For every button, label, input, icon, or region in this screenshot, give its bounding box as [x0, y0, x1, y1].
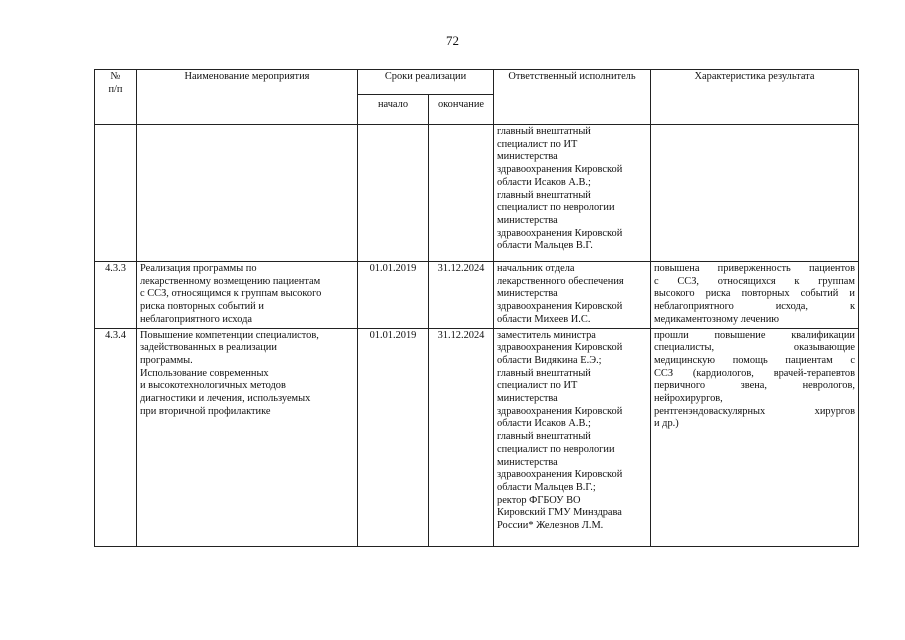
- result-line: повышена приверженность пациентов: [654, 263, 855, 274]
- row-start: [358, 125, 429, 262]
- result-line: неблагоприятного исхода, к: [654, 301, 855, 313]
- result-line: рентгенэндоваскулярных хирургов: [654, 405, 855, 417]
- page-number: 72: [446, 33, 459, 48]
- row-responsible: заместитель министра здравоохранения Кировской области Видякина Е.Э.; главный внештатный специалист по ИТ министерства здравоохранения Кировской области Исаков А.В.; главный внештатный специалист по неврологии министерства здравоохранения Кировской области Мальцев В.Г.; ректор ФГБОУ ВО Кировский ГМУ Минздрава России* Железнов Л.М.: [494, 328, 651, 546]
- header-responsible: Ответственный исполнитель: [494, 70, 651, 125]
- row-start: 01.01.2019: [358, 328, 429, 546]
- table-row: [95, 262, 859, 329]
- measures-table: [94, 69, 859, 547]
- row-end: 31.12.2024: [429, 262, 494, 329]
- row-num: [95, 125, 137, 262]
- header-start: начало: [358, 95, 429, 125]
- result-line: медицинскую помощь пациентам с: [654, 354, 855, 366]
- row-end: 31.12.2024: [429, 328, 494, 546]
- row-result: [651, 262, 859, 329]
- result-line: прошли повышение квалификации: [654, 329, 855, 341]
- row-start: 01.01.2019: [358, 262, 429, 329]
- row-num: 4.3.3: [95, 262, 137, 329]
- table-row: [95, 328, 859, 546]
- header-result: Характеристика результата: [651, 70, 859, 125]
- table-row: [95, 125, 859, 262]
- result-line: специалисты, оказывающие: [654, 342, 855, 354]
- row-responsible: начальник отдела лекарственного обеспечения министерства здравоохранения Кировской области Михеев И.С.: [494, 262, 651, 329]
- header-name: Наименование мероприятия: [137, 70, 358, 125]
- row-name: Реализация программы по лекарственному возмещению пациентам с ССЗ, относящимся к группам высокого риска повторных событий и неблагоприятного исхода: [137, 262, 358, 329]
- result-line: и др.): [654, 418, 679, 430]
- result-line: с ССЗ, относящихся к группам: [654, 275, 855, 287]
- header-num: № п/п: [95, 70, 137, 125]
- result-line: ССЗ (кардиологов, врачей-терапевтов: [654, 367, 855, 379]
- result-line: медикаментозному лечению: [654, 313, 780, 325]
- row-name: [137, 125, 358, 262]
- row-num: 4.3.4: [95, 328, 137, 546]
- row-name: Повышение компетенции специалистов, задействованных в реализации программы. Использование современных и высокотехнологичных методов диагностики и лечения, используемых при вторичной профилактике: [137, 328, 358, 546]
- result-line: первичного звена, неврологов,: [654, 380, 855, 392]
- result-line: нейрохирургов,: [654, 393, 723, 405]
- row-responsible: главный внештатный специалист по ИТ министерства здравоохранения Кировской области Исаков А.В.; главный внештатный специалист по неврологии министерства здравоохранения Кировской области Мальцев В.Г.: [494, 125, 651, 262]
- result-line: высокого риска повторных событий и: [654, 288, 855, 300]
- row-end: [429, 125, 494, 262]
- header-terms: Сроки реализации: [358, 70, 494, 95]
- header-end: окончание: [429, 95, 494, 125]
- row-result: [651, 125, 859, 262]
- row-result: [651, 328, 859, 546]
